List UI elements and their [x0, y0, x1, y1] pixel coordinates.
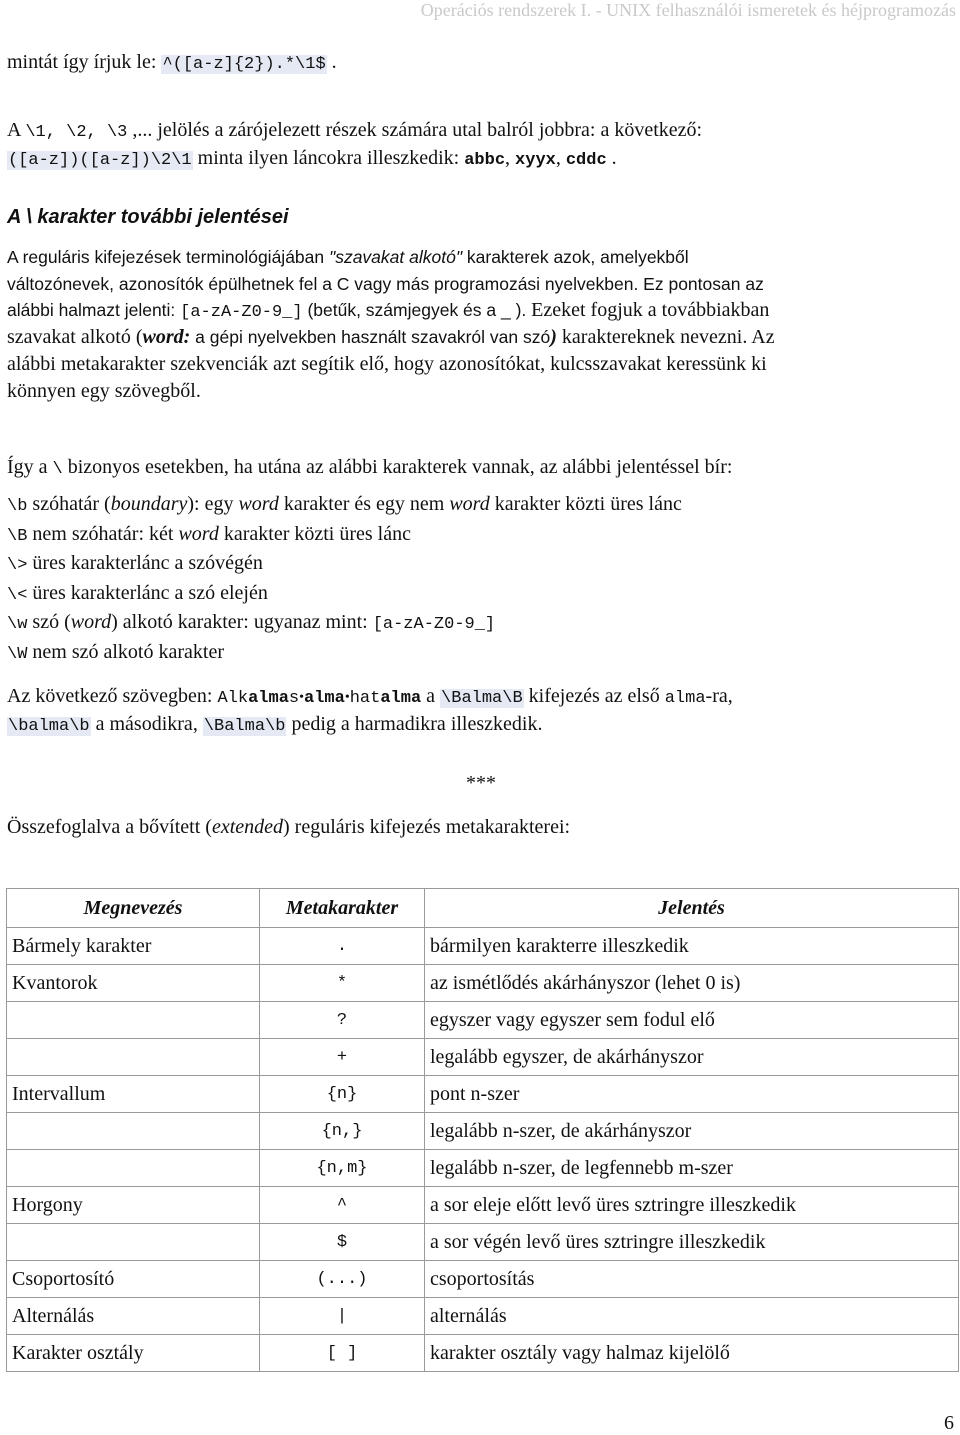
escape-code: \B	[7, 526, 28, 546]
paragraph-line	[7, 297, 950, 327]
text: ) alkotó karakter: ugyanaz mint:	[111, 611, 373, 633]
charset-code: [a-zA-Z0-9_]	[180, 303, 303, 322]
metacharacter-cell: {n}	[260, 1076, 425, 1113]
charset-code: [a-zA-Z0-9_]	[372, 615, 496, 634]
sample-word-2: alma	[304, 689, 345, 708]
meaning-cell: bármilyen karakterre illeszkedik	[425, 928, 959, 965]
text: a	[421, 685, 441, 707]
paragraph-line: könnyen egy szövegből.	[7, 380, 201, 402]
escape-code: \>	[7, 556, 28, 575]
text: nem szó alkotó karakter	[27, 640, 224, 663]
text: Ezeket fogjuk a továbbiakban	[531, 299, 770, 321]
sample-word-3	[350, 689, 421, 708]
row-name-cell: Alternálás	[7, 1298, 260, 1335]
running-header: Operációs rendszerek I. - UNIX felhasználói ismeretek és héjprogramozás	[420, 0, 956, 20]
example-line-1	[7, 682, 950, 713]
meaning-cell: alternálás	[425, 1298, 959, 1335]
space-dot-icon: •	[344, 690, 350, 705]
table-row	[7, 1113, 959, 1150]
row-name-cell	[7, 1002, 260, 1039]
intro-line-2	[7, 116, 950, 147]
table-row	[7, 1076, 959, 1113]
italic-text: extended	[211, 816, 284, 838]
text: Összefoglalva a bővített (	[7, 816, 212, 838]
bold-match: alma	[380, 689, 422, 708]
table-row	[7, 965, 959, 1002]
italic-text: word	[70, 611, 112, 633]
escape-item-lt	[7, 580, 950, 610]
row-name-cell: Csoportosító	[7, 1261, 260, 1298]
backref-codes: \1, \2, \3	[25, 123, 128, 142]
paragraph-line: alábbi metakarakter szekvenciák azt segítik elő, hogy azonosítókat, kulcsszavakat keressünk ki	[7, 353, 767, 375]
metacharacter-cell: +	[260, 1039, 425, 1076]
escape-code: \W	[7, 644, 28, 664]
backslash-code: \	[52, 460, 63, 479]
regex-code: \balma\b	[8, 717, 90, 736]
intro-text: minta ilyen láncokra illeszkedik:	[192, 147, 465, 169]
space-dot-icon: •	[299, 690, 305, 705]
text: karakter és egy nem	[278, 493, 450, 515]
column-header: Jelentés	[425, 889, 959, 928]
table-row	[7, 1039, 959, 1076]
row-name-cell: Horgony	[7, 1187, 260, 1224]
regex-code: \Balma\b	[203, 717, 286, 736]
meaning-cell: pont n-szer	[425, 1076, 959, 1113]
text: Így a	[7, 456, 53, 478]
match-word: alma	[664, 689, 706, 708]
metacharacter-cell: {n,m}	[260, 1150, 425, 1187]
regex-code: ([a-z])([a-z])\2\1	[8, 151, 192, 170]
column-header: Metakarakter	[260, 889, 425, 928]
text: (betűk, számjegyek és a _ ).	[302, 300, 532, 320]
sample-word-1	[217, 689, 299, 708]
text: karakter közti üres lánc	[218, 522, 411, 545]
table-row	[7, 1150, 959, 1187]
metacharacter-cell: ?	[260, 1002, 425, 1039]
bold-italic-text: word:	[142, 326, 191, 348]
text: nem szóhatár: két	[27, 522, 179, 545]
paragraph-2	[7, 453, 950, 484]
table-row	[7, 1298, 959, 1335]
metacharacter-cell: {n,}	[260, 1113, 425, 1150]
italic-text: word	[178, 522, 219, 545]
section-heading: A \ karakter további jelentései	[7, 206, 289, 228]
separator: ,	[555, 147, 566, 169]
escape-item-W	[7, 639, 950, 669]
text: hat	[349, 689, 381, 708]
regex-code: \Balma\B	[441, 689, 523, 708]
text: ): egy	[187, 493, 239, 515]
text: alábbi halmazt jelenti:	[7, 300, 181, 320]
escape-code: \<	[7, 585, 28, 605]
paragraph-line: változónevek, azonosítók épülhetnek fel a C vagy más programozási nyelvekben. Ez pontosan az	[7, 273, 764, 294]
intro-text: ,... jelölés a zárójelezett részek számára utal balról jobbra: a következő:	[127, 119, 703, 141]
regex-code: ^([a-z]{2}).*\1$	[162, 55, 326, 74]
italic-text: word	[238, 493, 279, 515]
text: üres karakterlánc a szó elején	[27, 581, 268, 604]
text: szóhatár (	[27, 493, 111, 515]
row-name-cell: Kvantorok	[7, 965, 260, 1002]
meaning-cell: csoportosítás	[425, 1261, 959, 1298]
escape-code: \b	[7, 497, 28, 516]
paragraph-line	[7, 244, 950, 271]
text: karaktereknek nevezni. Az	[556, 326, 775, 348]
example-string: xyyx	[515, 151, 556, 170]
text: kifejezés az első	[523, 685, 665, 707]
separator: ,	[505, 147, 516, 169]
meaning-cell: egyszer vagy egyszer sem fodul elő	[425, 1002, 959, 1039]
meaning-cell: legalább egyszer, de akárhányszor	[425, 1039, 959, 1076]
meaning-cell: az ismétlődés akárhányszor (lehet 0 is)	[425, 965, 959, 1002]
text: ) reguláris kifejezés metakarakterei:	[283, 816, 571, 838]
paragraph-line	[7, 324, 950, 351]
intro-text: .	[326, 51, 337, 73]
meaning-cell: legalább n-szer, de akárhányszor	[425, 1113, 959, 1150]
metacharacter-table	[6, 888, 959, 1372]
meaning-cell: a sor végén levő üres sztringre illeszkedik	[425, 1224, 959, 1261]
text: s	[288, 689, 300, 708]
text: a gépi nyelvekben használt szavakról van szó	[190, 327, 551, 347]
table-row	[7, 1224, 959, 1261]
text: üres karakterlánc a szóvégén	[27, 552, 263, 574]
metacharacter-cell: |	[260, 1298, 425, 1335]
row-name-cell: Karakter osztály	[7, 1335, 260, 1372]
metacharacter-cell: .	[260, 928, 425, 965]
table-header-row	[7, 889, 959, 928]
row-name-cell	[7, 1113, 260, 1150]
text: pedig a harmadikra illeszkedik.	[286, 713, 543, 735]
text: Alk	[217, 689, 249, 708]
column-header: Megnevezés	[7, 889, 260, 928]
intro-line-3	[7, 144, 950, 175]
table-row	[7, 928, 959, 965]
escape-item-gt	[7, 550, 950, 580]
text: karakterek azok, amelyekből	[462, 247, 689, 267]
escape-list	[7, 491, 950, 668]
page-number: 6	[944, 1412, 954, 1434]
metacharacter-cell: [ ]	[260, 1335, 425, 1372]
intro-line-1	[7, 48, 950, 79]
row-name-cell: Intervallum	[7, 1076, 260, 1113]
escape-code: \w	[7, 615, 28, 634]
metacharacter-cell: $	[260, 1224, 425, 1261]
paren: )	[550, 326, 557, 348]
summary-line	[7, 813, 950, 841]
text: bizonyos esetekben, ha utána az alábbi karakterek vannak, az alábbi jelentéssel bír:	[62, 456, 733, 478]
example-line-2	[7, 710, 950, 741]
example-string: abbc	[464, 151, 506, 170]
table-row	[7, 1187, 959, 1224]
row-name-cell	[7, 1150, 260, 1187]
metacharacter-cell: (...)	[260, 1261, 425, 1298]
table-row	[7, 1335, 959, 1372]
escape-item-w	[7, 609, 950, 639]
escape-item-B	[7, 521, 950, 551]
text: -ra,	[705, 685, 733, 707]
metacharacter-cell: ^	[260, 1187, 425, 1224]
text: Az következő szövegben:	[7, 685, 218, 707]
example-string: cddc	[565, 151, 607, 170]
italic-text: word	[449, 493, 490, 515]
section-separator: ***	[466, 772, 496, 794]
escape-item-b	[7, 491, 950, 521]
meaning-cell: legalább n-szer, de legfennebb m-szer	[425, 1150, 959, 1187]
italic-text: boundary	[110, 493, 188, 515]
bold-match: alma	[248, 689, 289, 708]
text: karakter közti üres lánc	[489, 493, 682, 515]
text: szó (	[27, 611, 71, 633]
paragraph-1-cont	[7, 324, 950, 405]
row-name-cell: Bármely karakter	[7, 928, 260, 965]
table-row	[7, 1261, 959, 1298]
paragraph-1	[7, 244, 950, 327]
meaning-cell: a sor eleje előtt levő üres sztringre illeszkedik	[425, 1187, 959, 1224]
text: a másodikra,	[90, 713, 203, 735]
text: szavakat alkotó (	[7, 326, 143, 348]
metacharacter-cell: *	[260, 965, 425, 1002]
italic-text: "szavakat alkotó"	[328, 247, 463, 267]
intro-text: .	[606, 147, 617, 169]
intro-text: A	[7, 119, 26, 141]
meaning-cell: karakter osztály vagy halmaz kijelölő	[425, 1335, 959, 1372]
intro-text: mintát így írjuk le:	[7, 51, 162, 73]
row-name-cell	[7, 1224, 260, 1261]
text: A reguláris kifejezések terminológiájában	[7, 247, 329, 267]
row-name-cell	[7, 1039, 260, 1076]
table-row	[7, 1002, 959, 1039]
